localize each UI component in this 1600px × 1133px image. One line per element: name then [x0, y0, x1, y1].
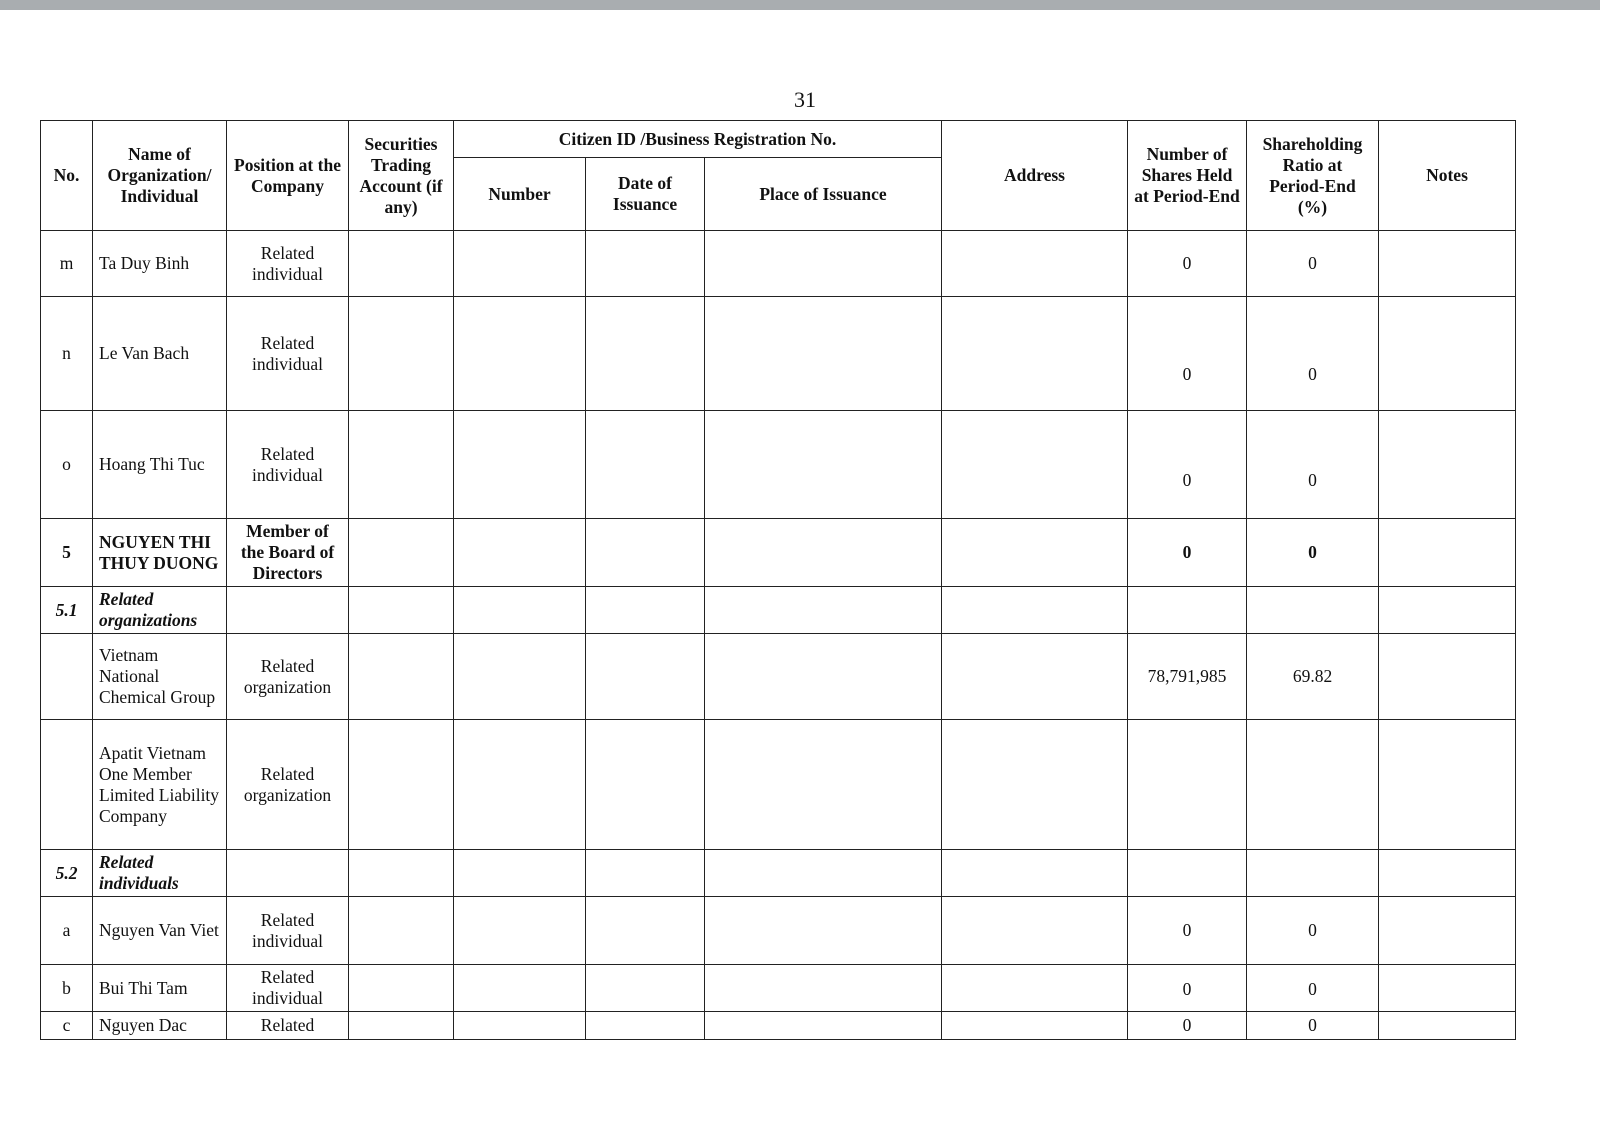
cell-position: Related — [227, 1012, 349, 1040]
cell-no: n — [41, 297, 93, 411]
cell-securities — [349, 587, 454, 634]
cell-no: b — [41, 965, 93, 1012]
cell-place — [705, 850, 942, 897]
cell-no: 5.1 — [41, 587, 93, 634]
cell-address — [942, 897, 1128, 965]
cell-ratio: 0 — [1247, 231, 1379, 297]
cell-position: Related individual — [227, 411, 349, 519]
section-row — [41, 850, 1516, 897]
cell-name: Related organizations — [93, 587, 227, 634]
table-row — [41, 897, 1516, 965]
table-row — [41, 634, 1516, 720]
table-row — [41, 1012, 1516, 1040]
cell-notes — [1379, 897, 1516, 965]
cell-ratio: 0 — [1247, 519, 1379, 587]
cell-securities — [349, 231, 454, 297]
col-header-position: Position at the Company — [227, 121, 349, 231]
header-row — [41, 121, 1516, 158]
cell-shares: 0 — [1128, 1012, 1247, 1040]
cell-number — [454, 720, 586, 850]
cell-number — [454, 1012, 586, 1040]
related-persons-table — [40, 120, 1516, 1040]
cell-position: Related organization — [227, 720, 349, 850]
col-header-address: Address — [942, 121, 1128, 231]
cell-number — [454, 965, 586, 1012]
cell-no: o — [41, 411, 93, 519]
cell-notes — [1379, 720, 1516, 850]
cell-ratio: 0 — [1247, 897, 1379, 965]
cell-date — [586, 519, 705, 587]
cell-place — [705, 519, 942, 587]
cell-place — [705, 897, 942, 965]
cell-place — [705, 297, 942, 411]
col-header-citizen-group: Citizen ID /Business Registration No. — [454, 121, 942, 158]
cell-no — [41, 720, 93, 850]
cell-address — [942, 297, 1128, 411]
cell-shares: 0 — [1128, 897, 1247, 965]
cell-place — [705, 634, 942, 720]
cell-number — [454, 587, 586, 634]
table-row — [41, 411, 1516, 519]
cell-position — [227, 850, 349, 897]
cell-securities — [349, 634, 454, 720]
cell-ratio: 0 — [1247, 1012, 1379, 1040]
section-row — [41, 587, 1516, 634]
cell-place — [705, 720, 942, 850]
cell-position: Related organization — [227, 634, 349, 720]
col-header-place: Place of Issuance — [705, 158, 942, 231]
table-row — [41, 965, 1516, 1012]
cell-ratio — [1247, 720, 1379, 850]
cell-shares: 0 — [1128, 297, 1247, 411]
cell-address — [942, 850, 1128, 897]
col-header-date: Date of Issuance — [586, 158, 705, 231]
cell-ratio: 69.82 — [1247, 634, 1379, 720]
cell-shares: 0 — [1128, 411, 1247, 519]
cell-no: a — [41, 897, 93, 965]
col-header-name: Name of Organization/ Individual — [93, 121, 227, 231]
cell-address — [942, 519, 1128, 587]
cell-position: Related individual — [227, 231, 349, 297]
cell-date — [586, 411, 705, 519]
cell-position: Related individual — [227, 897, 349, 965]
cell-securities — [349, 720, 454, 850]
cell-notes — [1379, 965, 1516, 1012]
col-header-securities: Securities Trading Account (if any) — [349, 121, 454, 231]
cell-address — [942, 231, 1128, 297]
cell-securities — [349, 1012, 454, 1040]
cell-name: Ta Duy Binh — [93, 231, 227, 297]
cell-no: 5 — [41, 519, 93, 587]
cell-ratio: 0 — [1247, 965, 1379, 1012]
cell-notes — [1379, 411, 1516, 519]
cell-date — [586, 297, 705, 411]
cell-address — [942, 720, 1128, 850]
cell-name: Bui Thi Tam — [93, 965, 227, 1012]
cell-name: NGUYEN THI THUY DUONG — [93, 519, 227, 587]
cell-securities — [349, 411, 454, 519]
cell-shares: 0 — [1128, 965, 1247, 1012]
cell-no: m — [41, 231, 93, 297]
cell-number — [454, 850, 586, 897]
col-header-ratio: Shareholding Ratio at Period-End (%) — [1247, 121, 1379, 231]
cell-notes — [1379, 634, 1516, 720]
cell-notes — [1379, 297, 1516, 411]
cell-number — [454, 634, 586, 720]
cell-place — [705, 965, 942, 1012]
cell-name: Apatit Vietnam One Member Limited Liability Company — [93, 720, 227, 850]
cell-name: Le Van Bach — [93, 297, 227, 411]
cell-shares: 0 — [1128, 231, 1247, 297]
cell-number — [454, 231, 586, 297]
cell-no — [41, 634, 93, 720]
cell-date — [586, 1012, 705, 1040]
cell-position: Member of the Board of Directors — [227, 519, 349, 587]
cell-securities — [349, 850, 454, 897]
cell-date — [586, 897, 705, 965]
cell-number — [454, 297, 586, 411]
cell-place — [705, 411, 942, 519]
cell-ratio: 0 — [1247, 411, 1379, 519]
cell-securities — [349, 965, 454, 1012]
cell-name: Related individuals — [93, 850, 227, 897]
cell-address — [942, 1012, 1128, 1040]
cell-date — [586, 850, 705, 897]
cell-address — [942, 411, 1128, 519]
cell-address — [942, 965, 1128, 1012]
cell-no: 5.2 — [41, 850, 93, 897]
cell-address — [942, 634, 1128, 720]
cell-number — [454, 519, 586, 587]
cell-ratio — [1247, 587, 1379, 634]
cell-shares — [1128, 720, 1247, 850]
cell-name: Vietnam National Chemical Group — [93, 634, 227, 720]
cell-shares: 78,791,985 — [1128, 634, 1247, 720]
cell-date — [586, 720, 705, 850]
col-header-shares: Number of Shares Held at Period-End — [1128, 121, 1247, 231]
cell-ratio: 0 — [1247, 297, 1379, 411]
cell-place — [705, 231, 942, 297]
cell-notes — [1379, 1012, 1516, 1040]
table-row — [41, 720, 1516, 850]
scan-top-edge — [0, 0, 1600, 10]
cell-securities — [349, 519, 454, 587]
cell-no: c — [41, 1012, 93, 1040]
cell-shares — [1128, 850, 1247, 897]
cell-shares: 0 — [1128, 519, 1247, 587]
cell-shares — [1128, 587, 1247, 634]
cell-number — [454, 897, 586, 965]
cell-name: Nguyen Van Viet — [93, 897, 227, 965]
cell-place — [705, 587, 942, 634]
cell-date — [586, 965, 705, 1012]
col-header-number: Number — [454, 158, 586, 231]
cell-notes — [1379, 231, 1516, 297]
cell-position: Related individual — [227, 965, 349, 1012]
cell-securities — [349, 897, 454, 965]
cell-date — [586, 634, 705, 720]
page-number: 31 — [794, 87, 816, 112]
cell-position: Related individual — [227, 297, 349, 411]
col-header-no: No. — [41, 121, 93, 231]
cell-number — [454, 411, 586, 519]
cell-address — [942, 587, 1128, 634]
table-row — [41, 519, 1516, 587]
col-header-notes: Notes — [1379, 121, 1516, 231]
cell-position — [227, 587, 349, 634]
cell-securities — [349, 297, 454, 411]
cell-date — [586, 587, 705, 634]
cell-date — [586, 231, 705, 297]
cell-ratio — [1247, 850, 1379, 897]
cell-name: Nguyen Dac — [93, 1012, 227, 1040]
cell-notes — [1379, 519, 1516, 587]
cell-notes — [1379, 587, 1516, 634]
cell-notes — [1379, 850, 1516, 897]
cell-place — [705, 1012, 942, 1040]
table-row — [41, 231, 1516, 297]
table-row — [41, 297, 1516, 411]
cell-name: Hoang Thi Tuc — [93, 411, 227, 519]
